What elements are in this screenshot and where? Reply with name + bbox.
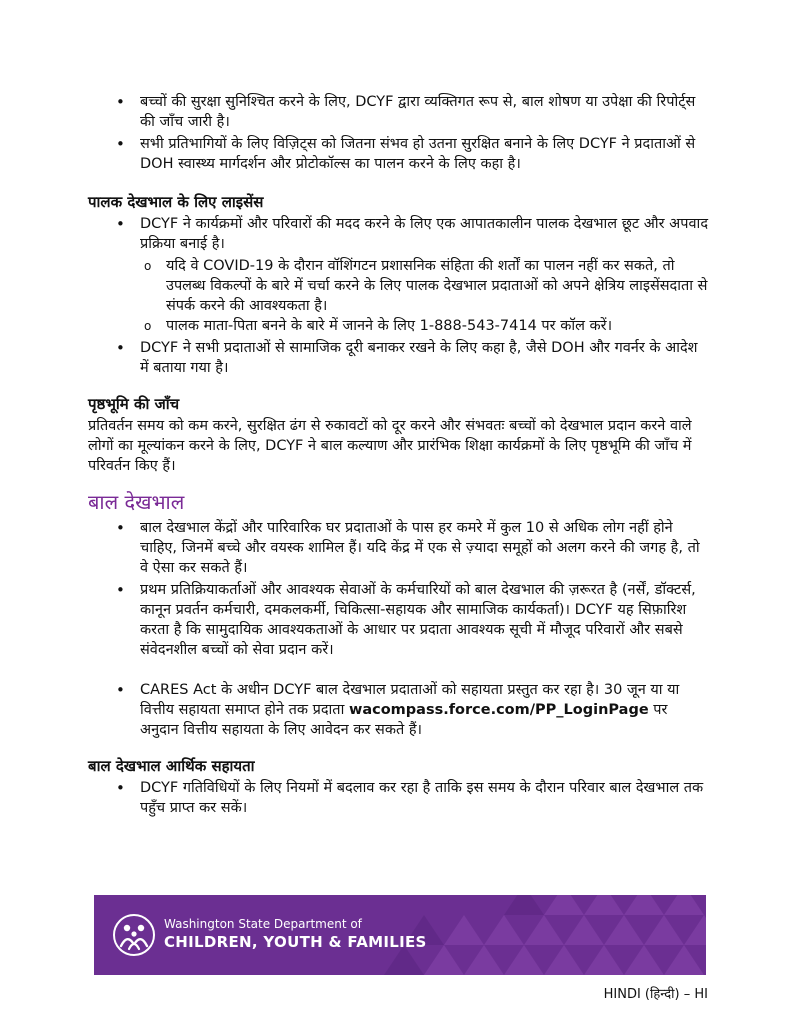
foster-licensing-heading: पालक देखभाल के लिए लाइसेंस xyxy=(88,193,264,211)
family-logo-icon xyxy=(112,913,156,957)
organization-name xyxy=(164,917,427,952)
sub-list-item: o यदि वे COVID-19 के दौरान वॉशिंगटन प्रशासनिक संहिता की शर्तों का पालन नहीं कर सकते, तो उपलब्ध विकल्पों के बारे में चर्चा करने के लिए पालक देखभाल प्रदाताओं को अपने क्षेत्रिय लाइसेंसदाता से संपर्क करने की आवश्यकता है। xyxy=(140,256,708,316)
list-item-text: DCYF ने कार्यक्रमों और परिवारों की मदद करने के लिए एक आपातकालीन पालक देखभाल छूट और अपवाद प्रक्रिया बनाई है। xyxy=(140,216,709,252)
list-item: • बाल देखभाल केंद्रों और पारिवारिक घर प्रदाताओं के पास हर कमरे में कुल 10 से अधिक लोग नहीं होने चाहिए, जिनमें बच्चे और वयस्क शामिल हैं। यदि केंद्र में एक से ज़्यादा समूहों को अलग करने की जगह है, तो वे ऐसा कर सकते हैं। xyxy=(88,518,708,578)
financial-aid-list xyxy=(88,778,708,818)
cares-act-list xyxy=(88,680,708,740)
sub-list-item: o पालक माता-पिता बनने के बारे में जानने के लिए 1-888-543-7414 पर कॉल करें। xyxy=(140,316,708,336)
org-line-2: CHILDREN, YOUTH & FAMILIES xyxy=(164,933,427,951)
list-item: • DCYF गतिविधियों के लिए नियमों में बदलाव कर रहा है ताकि इस समय के दौरान परिवार बाल देखभाल तक पहुँच प्राप्त कर सकें। xyxy=(88,778,708,818)
list-item xyxy=(88,214,708,336)
foster-sub-list xyxy=(140,256,708,336)
child-care-list xyxy=(88,518,708,660)
spacer xyxy=(88,662,708,680)
intro-list xyxy=(88,92,708,174)
list-item: • DCYF ने सभी प्रदाताओं से सामाजिक दूरी बनाकर रखने के लिए कहा है, जैसे DOH और गवर्नर के आदेश में बताया गया है। xyxy=(88,338,708,378)
child-care-heading: बाल देखभाल xyxy=(88,490,185,514)
language-footer: HINDI (हिन्दी) – HI xyxy=(603,987,708,1002)
financial-aid-heading: बाल देखभाल आर्थिक सहायता xyxy=(88,757,255,775)
background-checks-heading: पृष्ठभूमि की जाँच xyxy=(88,395,180,413)
foster-licensing-list xyxy=(88,214,708,378)
cares-text-after: पर अनुदान वित्तीय सहायता के लिए आवेदन कर सकते हैं। xyxy=(140,702,668,738)
org-line-1: Washington State Department of xyxy=(164,917,362,931)
document-content xyxy=(88,92,708,820)
background-checks-paragraph: प्रतिवर्तन समय को कम करने, सुरक्षित ढंग से रुकावटों को दूर करने और संभवतः बच्चों को देखभाल प्रदान करने वाले लोगों का मूल्यांकन करने के लिए, DCYF ने बाल कल्याण और प्रारंभिक शिक्षा कार्यक्रमों के लिए पृष्ठभूमि की जाँच में परिवर्तन किए हैं। xyxy=(88,418,692,474)
cares-text-before: CARES Act के अधीन DCYF बाल देखभाल प्रदाताओं को सहायता प्रस्तुत कर रहा है। 30 जून या या वित्तीय सहायता समाप्त होने तक प्रदाता xyxy=(140,682,680,718)
list-item xyxy=(88,680,708,740)
list-item: • बच्चों की सुरक्षा सुनिश्चित करने के लिए, DCYF द्वारा व्यक्तिगत रूप से, बाल शोषण या उपेक्षा की रिपोर्ट्स की जाँच जारी है। xyxy=(88,92,708,132)
dcyf-banner xyxy=(94,895,706,975)
list-item: • प्रथम प्रतिक्रियाकर्ताओं और आवश्यक सेवाओं के कर्मचारियों को बाल देखभाल की ज़रूरत है (नर्सें, डॉक्टर्स, कानून प्रवर्तन कर्मचारी, दमकलकर्मी, चिकित्सा-सहायक और सामाजिक कार्यकर्ता)। DCYF यह सिफ़ारिश करता है कि सामुदायिक आवश्यकताओं के आधार पर प्रदाता आवश्यक सूची में मौजूद परिवारों और सबसे संवेदनशील बच्चों को सेवा प्रदान करें। xyxy=(88,580,708,660)
wacompass-link[interactable]: wacompass.force.com/PP_LoginPage xyxy=(348,702,649,718)
list-item: • सभी प्रतिभागियों के लिए विज़िट्स को जितना संभव हो उतना सुरक्षित बनाने के लिए DCYF ने प्रदाताओं से DOH स्वास्थ्य मार्गदर्शन और प्रोटोकॉल्स का पालन करने के लिए कहा है। xyxy=(88,134,708,174)
